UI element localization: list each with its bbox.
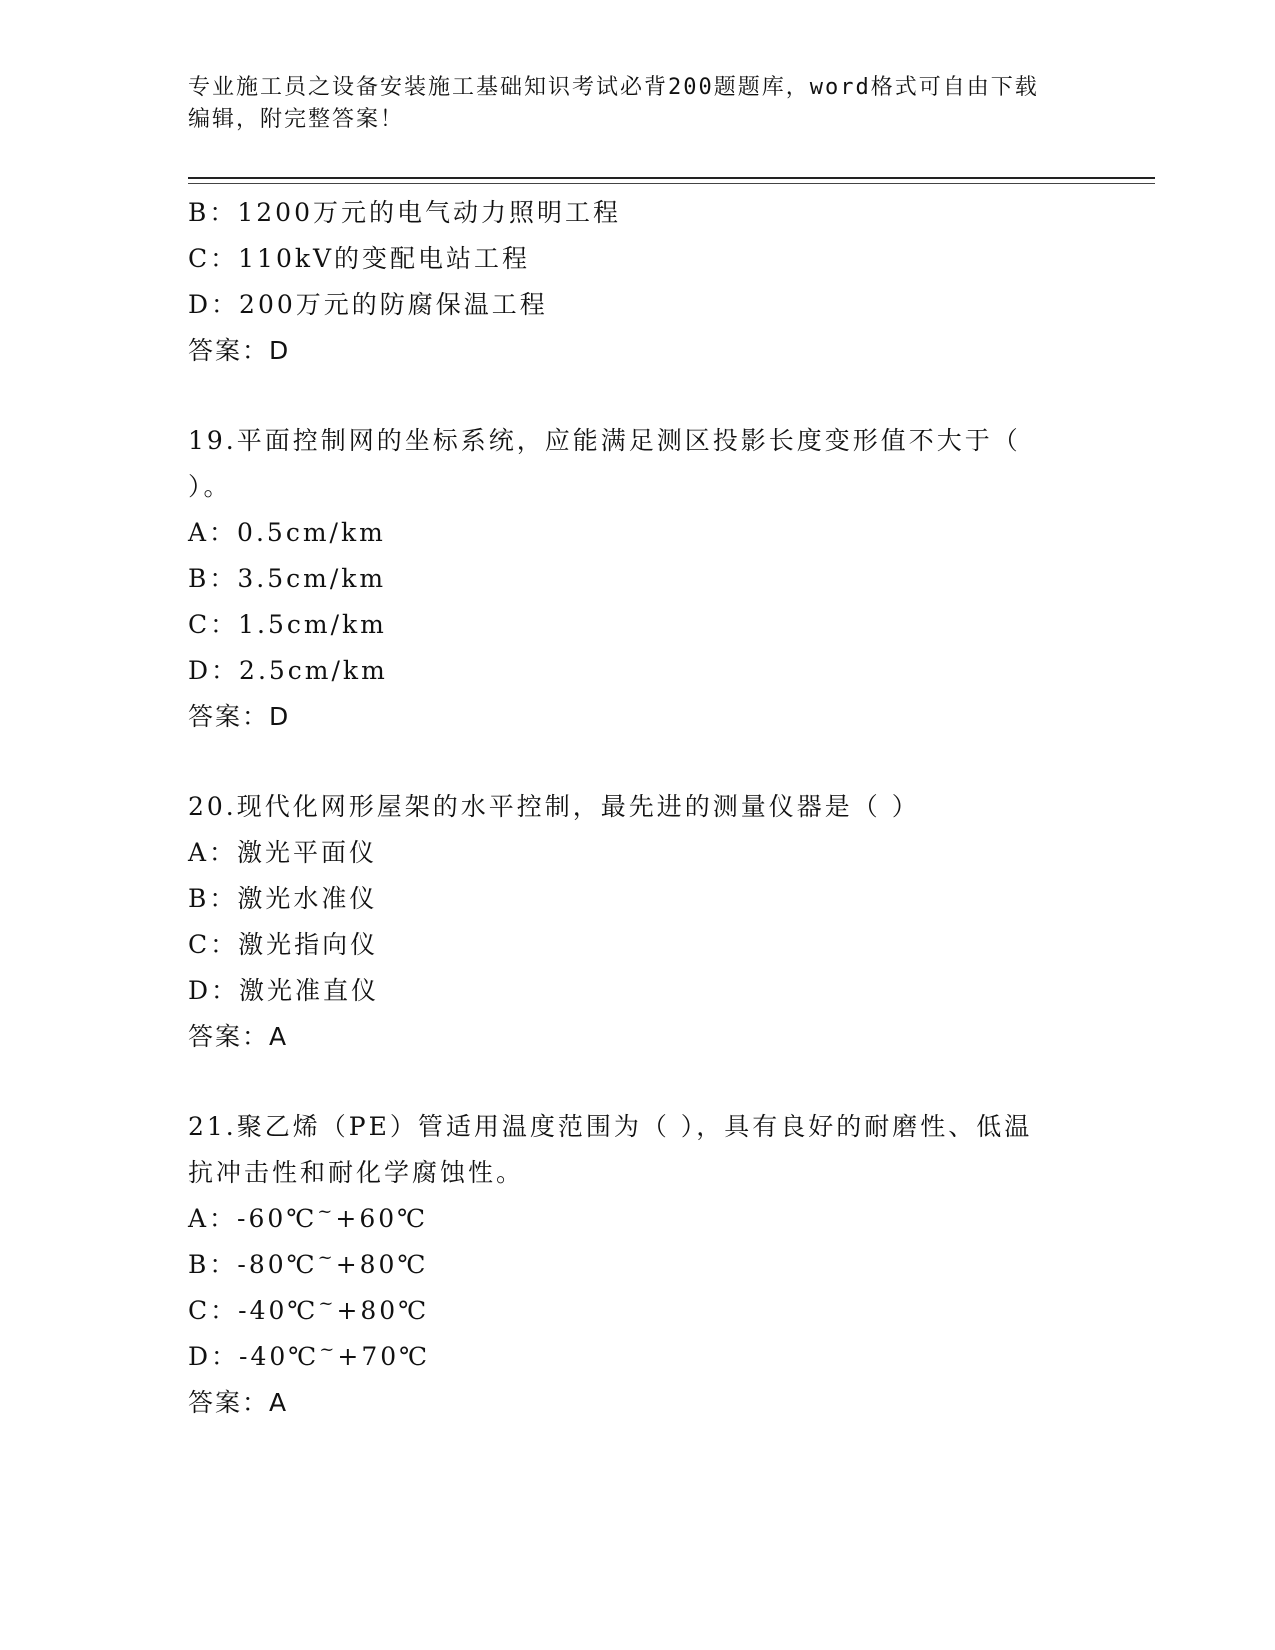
q21-option-a-start: A：-60℃ <box>188 1204 318 1233</box>
q21-option-a-end: +60℃ <box>335 1204 429 1233</box>
spacer <box>188 374 1088 418</box>
q19-answer: 答案：D <box>188 702 291 731</box>
q21-option-b-start: B：-80℃ <box>188 1250 318 1279</box>
q20-option-c: C：激光指向仪 <box>188 930 379 959</box>
tilde-mark: ~ <box>317 1247 336 1268</box>
q18-answer: 答案：D <box>188 336 291 365</box>
q21-option-b-end: +80℃ <box>335 1250 429 1279</box>
q19-option-a: A：0.5cm/km <box>188 518 386 547</box>
q21-answer: 答案：A <box>188 1388 289 1417</box>
q21-option-c-start: C：-40℃ <box>188 1296 319 1325</box>
q21-stem-line-1: 21.聚乙烯（PE）管适用温度范围为（ ），具有良好的耐磨性、低温 <box>188 1112 1033 1141</box>
tilde-mark: ~ <box>319 1339 338 1360</box>
q19-stem-line-1: 19.平面控制网的坐标系统，应能满足测区投影长度变形值不大于（ <box>188 426 1021 455</box>
header-line-1: 专业施工员之设备安装施工基础知识考试必背200题题库，word格式可自由下载 <box>188 75 1039 100</box>
question-18 <box>188 190 1088 374</box>
q21-option-b <box>188 1242 1088 1288</box>
q21-option-d-start: D：-40℃ <box>188 1342 320 1371</box>
q21-option-c-end: +80℃ <box>336 1296 430 1325</box>
document-header <box>188 72 1088 136</box>
q20-answer: 答案：A <box>188 1022 289 1051</box>
q21-option-a <box>188 1196 1088 1242</box>
q19-stem-line-2: ）。 <box>188 472 232 501</box>
question-20 <box>188 784 1088 1060</box>
q20-option-b: B：激光水准仪 <box>188 884 378 913</box>
q19-option-c: C：1.5cm/km <box>188 610 387 639</box>
question-21 <box>188 1104 1088 1426</box>
q18-option-b: B：1200万元的电气动力照明工程 <box>188 198 621 227</box>
q19-option-d: D：2.5cm/km <box>188 656 388 685</box>
q19-option-b: B：3.5cm/km <box>188 564 387 593</box>
spacer <box>188 740 1088 784</box>
tilde-mark: ~ <box>317 1201 336 1222</box>
q20-option-d: D：激光准直仪 <box>188 976 380 1005</box>
q18-option-c: C：110kV的变配电站工程 <box>188 244 531 273</box>
header-divider-thin <box>188 183 1155 184</box>
tilde-mark: ~ <box>318 1293 337 1314</box>
q20-option-a: A：激光平面仪 <box>188 838 378 867</box>
q21-option-d-end: +70℃ <box>337 1342 431 1371</box>
q21-stem-line-2: 抗冲击性和耐化学腐蚀性。 <box>188 1158 525 1187</box>
q18-option-d: D：200万元的防腐保温工程 <box>188 290 548 319</box>
question-list <box>188 190 1088 1426</box>
header-divider-thick <box>188 177 1155 179</box>
question-19 <box>188 418 1088 740</box>
q21-option-d <box>188 1334 1088 1380</box>
q20-stem: 20.现代化网形屋架的水平控制，最先进的测量仪器是（ ） <box>188 792 920 821</box>
spacer <box>188 1060 1088 1104</box>
q21-option-c <box>188 1288 1088 1334</box>
header-line-2: 编辑，附完整答案！ <box>188 107 405 132</box>
